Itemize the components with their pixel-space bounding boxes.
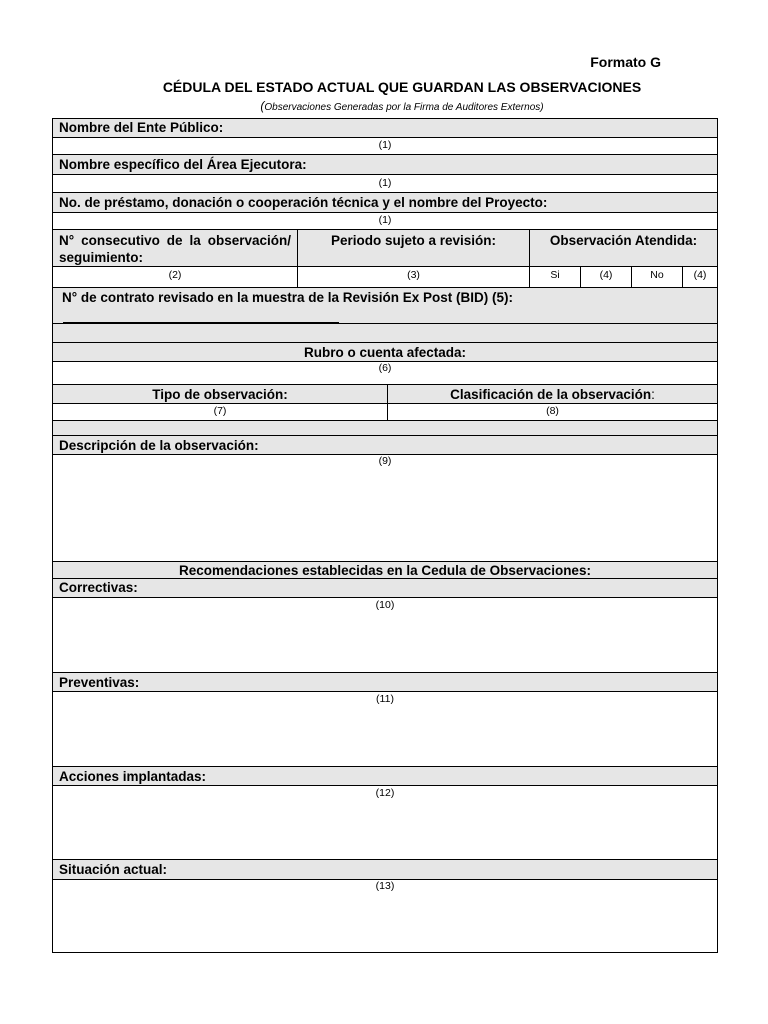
- acciones-header: [53, 767, 717, 786]
- subtitle-paren: (: [260, 99, 265, 113]
- atendida-label: Observación Atendida:: [549, 233, 698, 248]
- situacion-field[interactable]: [53, 880, 717, 952]
- correctivas-label: Correctivas:: [59, 580, 138, 595]
- rubro-ref: (6): [378, 362, 392, 374]
- area-ejecutora-label: Nombre específico del Área Ejecutora:: [59, 157, 307, 172]
- periodo-label: Periodo sujeto a revisión:: [298, 230, 530, 266]
- consecutivo-label: N° consecutivo de la observación/ seguimiento:: [53, 230, 298, 266]
- ente-publico-ref: (1): [378, 139, 392, 151]
- si-label: Si: [530, 267, 581, 287]
- tipo-ref: (7): [213, 405, 227, 417]
- ente-publico-header: [53, 119, 717, 138]
- prestamo-label: No. de préstamo, donación o cooperación técnica y el nombre del Proyecto:: [59, 195, 548, 210]
- consecutivo-ref: (2): [168, 269, 182, 281]
- no-field[interactable]: [683, 267, 717, 287]
- clasificacion-colon: :: [651, 387, 655, 402]
- spacer-row-1: [53, 324, 717, 343]
- tipo-clasificacion-header: [53, 385, 717, 404]
- recomendaciones-header: [53, 562, 717, 579]
- clasificacion-ref: (8): [546, 405, 559, 417]
- document-subtitle: [0, 99, 768, 113]
- observation-info-values: [53, 267, 717, 288]
- format-label: Formato G: [590, 54, 661, 70]
- correctivas-ref: (10): [375, 599, 395, 611]
- area-ejecutora-header: [53, 155, 717, 175]
- contrato-section: [53, 288, 717, 324]
- acciones-label: Acciones implantadas:: [59, 769, 207, 784]
- prestamo-ref: (1): [378, 214, 392, 226]
- spacer-row-2: [53, 421, 717, 436]
- recomendaciones-label: Recomendaciones establecidas en la Cedula de Observaciones:: [179, 563, 591, 578]
- situacion-label: Situación actual:: [59, 862, 168, 877]
- situacion-ref: (13): [375, 880, 395, 892]
- descripcion-ref: (9): [378, 455, 392, 467]
- tipo-field[interactable]: [53, 404, 388, 420]
- contrato-label: N° de contrato revisado en la muestra de la Revisión Ex Post (BID) (5):: [62, 290, 514, 305]
- clasificacion-header-cell: [388, 385, 717, 403]
- prestamo-header: [53, 193, 717, 213]
- si-ref: (4): [599, 269, 613, 281]
- correctivas-header: [53, 579, 717, 598]
- descripcion-field[interactable]: [53, 455, 717, 562]
- correctivas-field[interactable]: [53, 598, 717, 673]
- acciones-field[interactable]: [53, 786, 717, 860]
- preventivas-field[interactable]: [53, 692, 717, 767]
- ente-publico-field[interactable]: [53, 138, 717, 155]
- acciones-ref: (12): [375, 787, 395, 799]
- area-ejecutora-field[interactable]: [53, 175, 717, 193]
- observations-form: [52, 118, 718, 953]
- situacion-header: [53, 860, 717, 880]
- prestamo-field[interactable]: [53, 213, 717, 230]
- clasificacion-field[interactable]: [388, 404, 717, 420]
- consecutivo-field[interactable]: [53, 267, 298, 287]
- document-title: CÉDULA DEL ESTADO ACTUAL QUE GUARDAN LAS OBSERVACIONES: [162, 79, 642, 95]
- no-ref: (4): [693, 269, 707, 281]
- no-label: No: [632, 267, 683, 287]
- clasificacion-label: Clasificación de la observación: [450, 387, 652, 402]
- rubro-label: Rubro o cuenta afectada:: [303, 345, 467, 360]
- preventivas-label: Preventivas:: [59, 675, 140, 690]
- ente-publico-label: Nombre del Ente Público:: [59, 120, 224, 135]
- periodo-ref: (3): [407, 269, 420, 281]
- rubro-header: [53, 343, 717, 362]
- area-ejecutora-ref: (1): [378, 177, 392, 189]
- tipo-label: Tipo de observación:: [53, 385, 388, 403]
- tipo-clasificacion-values: [53, 404, 717, 421]
- si-field[interactable]: [581, 267, 632, 287]
- periodo-field[interactable]: [298, 267, 530, 287]
- contrato-blank-line[interactable]: [63, 322, 339, 323]
- preventivas-header: [53, 673, 717, 692]
- rubro-field[interactable]: [53, 362, 717, 385]
- preventivas-ref: (11): [376, 693, 394, 705]
- observation-info-header: [53, 230, 717, 267]
- subtitle-text: Observaciones Generadas por la Firma de Auditores Externos): [264, 102, 544, 113]
- descripcion-header: [53, 436, 717, 455]
- descripcion-label: Descripción de la observación:: [59, 438, 259, 453]
